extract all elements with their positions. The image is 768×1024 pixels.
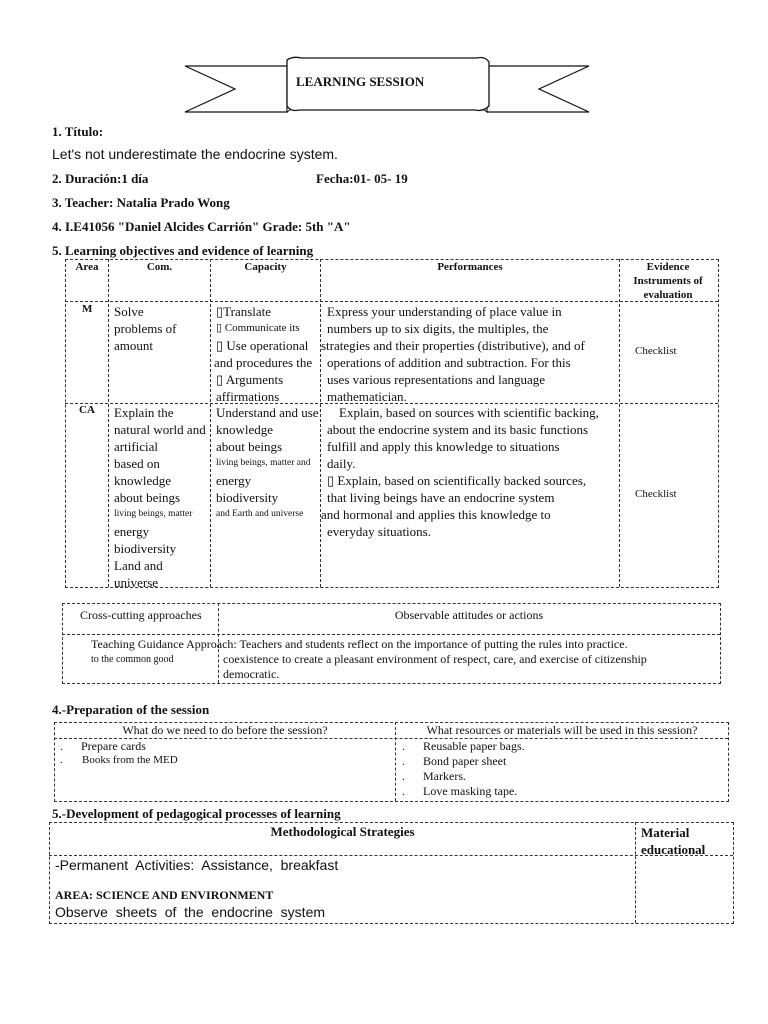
list-item: . Books from the MED xyxy=(60,754,178,766)
teacher: 3. Teacher: Natalia Prado Wong xyxy=(52,195,230,210)
dev-col-left: Methodological Strategies xyxy=(270,824,415,839)
prep-left-list xyxy=(60,739,178,767)
school: 4. I.E41056 "Daniel Alcides Carrión" Grade: 5th "A" xyxy=(52,219,351,234)
header-performances: Performances xyxy=(437,261,503,273)
row-ca-evidence: Checklist xyxy=(635,488,677,500)
header-area: Area xyxy=(75,261,99,273)
dev-observe: Observe sheets of the endocrine system xyxy=(55,904,326,920)
cross-header-left: Cross-cutting approaches xyxy=(80,608,202,622)
banner-title: LEARNING SESSION xyxy=(296,74,425,89)
objectives-heading: 5. Learning objectives and evidence of learning xyxy=(52,243,314,258)
row-m-evidence: Checklist xyxy=(635,345,677,357)
row-ca-capacity: Understand and use knowledge about beings living beings, matter and energy biodiversity and Earth and universe xyxy=(216,405,319,519)
cross-header-right: Observable attitudes or actions xyxy=(394,608,544,622)
titulo-value: Let's not underestimate the endocrine system. xyxy=(52,146,338,162)
header-capacity: Capacity xyxy=(244,261,287,273)
row-ca-com: Explain the natural world and artificial based on knowledge about beings living beings, matter energy biodiversity Land and universe xyxy=(114,405,206,590)
cross-row-left-small: to the common good xyxy=(91,654,174,665)
row-ca-area: CA xyxy=(79,404,95,416)
dev-permanent: -Permanent Activities: Assistance, breakfast xyxy=(55,857,339,873)
development-heading: 5.-Development of pedagogical processes of learning xyxy=(52,806,341,821)
preparation-heading: 4.-Preparation of the session xyxy=(52,702,210,717)
cross-row-line3: democratic. xyxy=(223,667,280,681)
prep-right-list xyxy=(402,739,525,799)
prep-left-header: What do we need to do before the session? xyxy=(122,723,328,737)
list-item: . Reusable paper bags. xyxy=(402,739,525,753)
row-ca-performances: Explain, based on sources with scientific backing, about the endocrine system and its basic functions fulfill and apply this knowledge to situations daily. ▯ Explain, based on scientifically backed sources, that living beings have an endocrine system and hormonal and applies this knowledge to everyday situations. xyxy=(321,405,599,539)
row-m-area: M xyxy=(82,303,93,315)
row-m-performances: Express your understanding of place value in numbers up to six digits, the multiples, the strategies and their properties (distributive), and of operations of addition and subtraction. For this uses various representations and language mathematician. xyxy=(321,304,585,404)
fecha: Fecha:01- 05- 19 xyxy=(316,171,408,186)
cross-row-line2: coexistence to create a pleasant environment of respect, care, and exercise of citizenship xyxy=(223,652,647,666)
row-m-com: Solve problems of amount xyxy=(114,304,177,353)
prep-right-header: What resources or materials will be used in this session? xyxy=(426,723,698,737)
row-m-capacity: ▯Translate ▯ Communicate its ▯ Use operational and procedures the ▯ Arguments affirmations xyxy=(214,304,313,404)
dev-col-right: Material educational xyxy=(641,825,706,857)
list-item: . Prepare cards xyxy=(60,739,146,753)
list-item: . Markers. xyxy=(402,769,466,783)
duracion: 2. Duración:1 día xyxy=(52,171,149,186)
header-evidence: Evidence Instruments of evaluation xyxy=(633,261,703,301)
list-item: . Bond paper sheet xyxy=(402,754,507,768)
cross-row-line1: Teaching Guidance Approach: Teachers and students reflect on the importance of putting the rules into practice. xyxy=(91,637,628,651)
titulo-label: 1. Título: xyxy=(52,124,104,139)
dev-area: AREA: SCIENCE AND ENVIRONMENT xyxy=(55,888,274,902)
list-item: . Love masking tape. xyxy=(402,784,518,798)
header-com: Com. xyxy=(146,261,173,273)
